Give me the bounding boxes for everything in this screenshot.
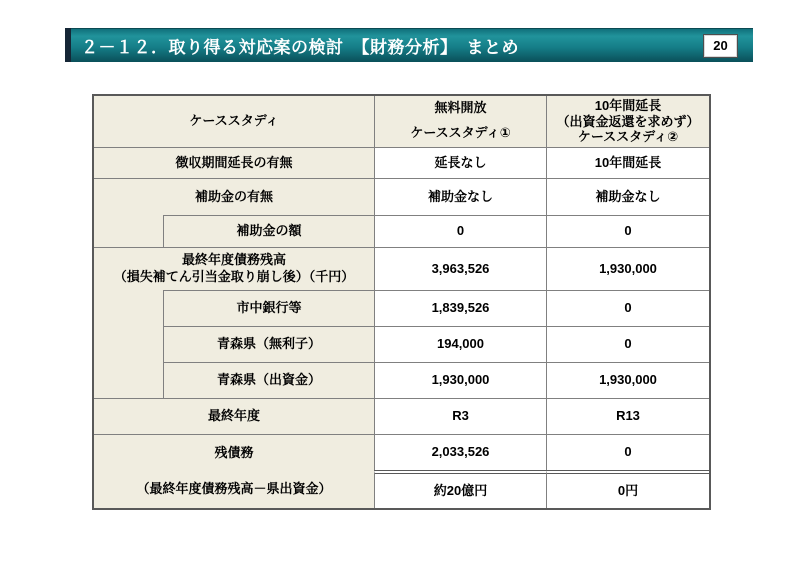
header-label-text: ケーススタディ <box>189 113 279 129</box>
row-aomori-investment-case1: 1,930,000 <box>374 362 546 398</box>
row-remaining-debt-case1: 2,033,526 <box>374 434 546 470</box>
row-aomori-investment-label: 青森県（出資金） <box>163 362 374 398</box>
title-bar <box>65 28 753 62</box>
page-number: 20 <box>713 38 728 53</box>
row-subsidy-amount-label: 補助金の額 <box>163 215 374 247</box>
row-aomori-interest-free-label: 青森県（無利子） <box>163 326 374 362</box>
header-case1 <box>374 96 546 147</box>
header-case1-line2: ケーススタディ① <box>410 125 511 141</box>
header-case1-line1: 無料開放 <box>434 100 487 115</box>
row-extension-case1: 延長なし <box>374 147 546 178</box>
row-extension-label: 徴収期間延長の有無 <box>94 147 374 178</box>
row-final-debt-label-line2: （損失補てん引当金取り崩し後）（千円） <box>113 269 355 284</box>
row-subsidy-case2: 補助金なし <box>546 178 709 215</box>
row-subsidy-case1: 補助金なし <box>374 178 546 215</box>
remaining-debt-label-line1: 残債務 <box>214 444 254 460</box>
title-bar-background <box>71 28 753 62</box>
row-debt-minus-investment-case1: 約20億円 <box>374 470 546 508</box>
row-extension-case2: 10年間延長 <box>546 147 709 178</box>
page-number-badge <box>703 34 738 58</box>
row-subsidy-amount-indent <box>94 215 163 247</box>
row-city-bank-case2: 0 <box>546 290 709 326</box>
row-final-debt-label-line1: 最終年度債務残高 <box>181 252 286 268</box>
row-final-year-case2: R13 <box>546 398 709 434</box>
row-aomori-interest-free-case1: 194,000 <box>374 326 546 362</box>
row-city-bank-case1: 1,839,526 <box>374 290 546 326</box>
row-final-debt-case2: 1,930,000 <box>546 247 709 290</box>
row-subsidy-amount-case1: 0 <box>374 215 546 247</box>
row-city-bank-label: 市中銀行等 <box>163 290 374 326</box>
header-case2 <box>546 96 709 147</box>
header-case2-line2: （出資金返還を求めず） <box>556 113 700 129</box>
row-debt-minus-investment-case2: 0円 <box>546 470 709 508</box>
row-remaining-debt-case2: 0 <box>546 434 709 470</box>
slide-title: ２－１２．取り得る対応案の検討 【財務分析】 まとめ <box>81 38 519 57</box>
row-aomori-interest-free-case2: 0 <box>546 326 709 362</box>
financial-summary-table <box>92 94 711 510</box>
row-final-debt-case1: 3,963,526 <box>374 247 546 290</box>
remaining-debt-label-line2: （最終年度債務残高－県出資金） <box>136 481 332 497</box>
row-final-year-label: 最終年度 <box>94 398 374 434</box>
row-remaining-debt-label <box>94 434 374 508</box>
row-subsidy-label: 補助金の有無 <box>94 178 374 215</box>
row-final-debt-label <box>94 247 374 290</box>
header-case-study-label <box>94 96 374 147</box>
header-case2-line1: 10年間延長 <box>594 97 662 113</box>
row-final-year-case1: R3 <box>374 398 546 434</box>
header-case2-line3: ケーススタディ② <box>577 129 679 145</box>
debt-breakdown-indent <box>94 290 163 398</box>
row-aomori-investment-case2: 1,930,000 <box>546 362 709 398</box>
row-subsidy-amount-case2: 0 <box>546 215 709 247</box>
